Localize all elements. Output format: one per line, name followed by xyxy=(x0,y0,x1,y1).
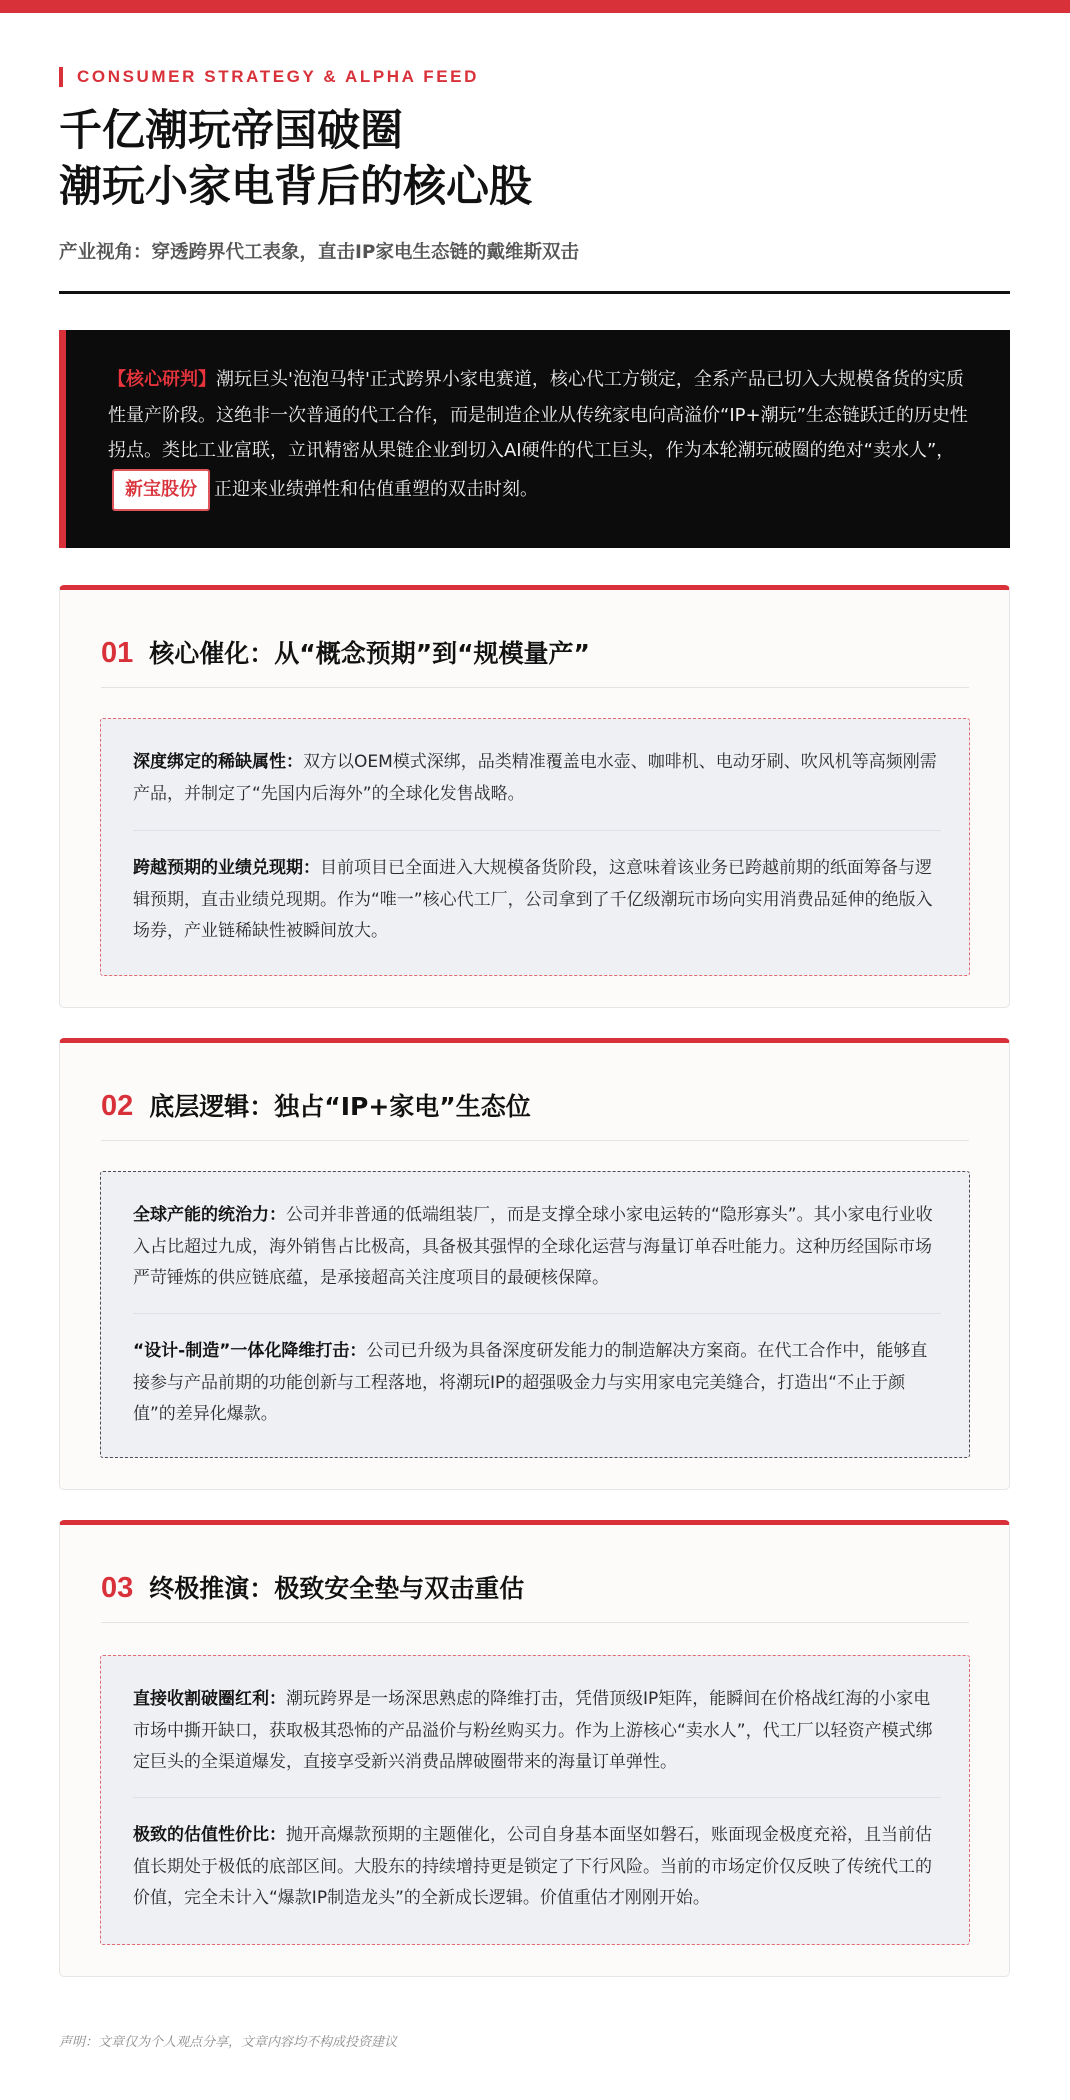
disclaimer: 声明：文章仅为个人观点分享，文章内容均不构成投资建议 xyxy=(59,2035,398,2050)
list-item xyxy=(133,747,941,810)
kicker-bar xyxy=(59,67,63,87)
core-text-before: 潮玩巨头'泡泡马特'正式跨界小家电赛道，核心代工方锁定，全系产品已切入大规模备货的实质性量产阶段。这绝非一次普通的代工合作，而是制造企业从传统家电向高溢价“IP+潮玩”生态链跃迁的历史性拐点。类比工业富联，立讯精密从果链企业到切入AI硬件的代工巨头，作为本轮潮玩破圈的绝对“卖水人”， xyxy=(108,369,968,461)
kicker xyxy=(59,67,479,87)
item-label: 全球产能的统治力： xyxy=(133,1205,286,1225)
list-item xyxy=(133,1820,941,1915)
section-content-box xyxy=(100,718,970,976)
section-header xyxy=(101,634,590,670)
kicker-text: CONSUMER STRATEGY & ALPHA FEED xyxy=(77,67,479,86)
item-divider xyxy=(133,1313,941,1314)
section-header xyxy=(101,1087,531,1123)
item-label: “设计-制造”一体化降维打击： xyxy=(133,1341,367,1361)
section-number: 02 xyxy=(101,1090,134,1122)
list-item xyxy=(133,1200,941,1295)
header-divider xyxy=(59,291,1010,294)
section-card-01 xyxy=(59,585,1010,1008)
section-title: 核心催化：从“概念预期”到“规模量产” xyxy=(149,639,590,668)
section-title: 底层逻辑：独占“IP+家电”生态位 xyxy=(149,1092,531,1121)
section-card-02 xyxy=(59,1038,1010,1490)
section-content-box xyxy=(100,1655,970,1945)
title-line-2: 潮玩小家电背后的核心股 xyxy=(59,162,532,212)
page-subtitle: 产业视角：穿透跨界代工表象，直击IP家电生态链的戴维斯双击 xyxy=(59,242,579,263)
section-number: 01 xyxy=(101,637,134,669)
title-line-1: 千亿潮玩帝国破圈 xyxy=(59,106,403,156)
stock-highlight-badge: 新宝股份 xyxy=(112,469,210,511)
section-title: 终极推演：极致安全垫与双击重估 xyxy=(149,1574,525,1603)
list-item xyxy=(133,853,941,948)
item-text: 潮玩跨界是一场深思熟虑的降维打击，凭借顶级IP矩阵，能瞬间在价格战红海的小家电市场中撕开缺口，获取极其恐怖的产品溢价与粉丝购买力。作为上游核心“卖水人”，代工厂以轻资产模式绑定巨头的全渠道爆发，直接享受新兴消费品牌破圈带来的海量订单弹性。 xyxy=(133,1689,933,1772)
item-label: 深度绑定的稀缺属性： xyxy=(133,752,303,772)
core-text-after: 正迎来业绩弹性和估值重塑的双击时刻。 xyxy=(214,478,538,500)
section-header-divider xyxy=(101,1140,969,1141)
item-text: 目前项目已全面进入大规模备货阶段，这意味着该业务已跨越前期的纸面筹备与逻辑预期，直击业绩兑现期。作为“唯一”核心代工厂，公司拿到了千亿级潮玩市场向实用消费品延伸的绝版入场券，产业链稀缺性被瞬间放大。 xyxy=(133,858,933,941)
section-header xyxy=(101,1569,524,1605)
page-title xyxy=(59,103,1009,215)
item-text: 公司并非普通的低端组装厂，而是支撑全球小家电运转的“隐形寡头”。其小家电行业收入占比超过九成，海外销售占比极高，具备极其强悍的全球化运营与海量订单吞吐能力。这种历经国际市场严苛锤炼的供应链底蕴，是承接超高关注度项目的最硬核保障。 xyxy=(133,1205,933,1288)
item-text: 抛开高爆款预期的主题催化，公司自身基本面坚如磐石，账面现金极度充裕，且当前估值长期处于极低的底部区间。大股东的持续增持更是锁定了下行风险。当前的市场定价仅反映了传统代工的价值，完全未计入“爆款IP制造龙头”的全新成长逻辑。价值重估才刚刚开始。 xyxy=(133,1825,932,1908)
item-text: 双方以OEM模式深绑，品类精准覆盖电水壶、咖啡机、电动牙刷、吹风机等高频刚需产品，并制定了“先国内后海外”的全球化发售战略。 xyxy=(133,752,937,804)
top-accent-bar xyxy=(0,0,1070,13)
item-text: 公司已升级为具备深度研发能力的制造解决方案商。在代工合作中，能够直接参与产品前期的功能创新与工程落地，将潮玩IP的超强吸金力与实用家电完美缝合，打造出“不止于颜值”的差异化爆款。 xyxy=(133,1341,928,1424)
section-header-divider xyxy=(101,1622,969,1623)
section-content-box xyxy=(100,1171,970,1458)
section-card-03 xyxy=(59,1520,1010,1977)
item-divider xyxy=(133,830,941,831)
list-item xyxy=(133,1684,941,1779)
core-tag: 【核心研判】 xyxy=(108,369,216,390)
section-number: 03 xyxy=(101,1572,134,1604)
core-judgment-text xyxy=(108,362,968,511)
item-label: 直接收割破圈红利： xyxy=(133,1689,286,1709)
item-divider xyxy=(133,1797,941,1798)
item-label: 极致的估值性价比： xyxy=(133,1825,286,1845)
item-label: 跨越预期的业绩兑现期： xyxy=(133,858,320,878)
section-header-divider xyxy=(101,687,969,688)
list-item xyxy=(133,1336,941,1431)
core-judgment-box xyxy=(59,330,1010,548)
